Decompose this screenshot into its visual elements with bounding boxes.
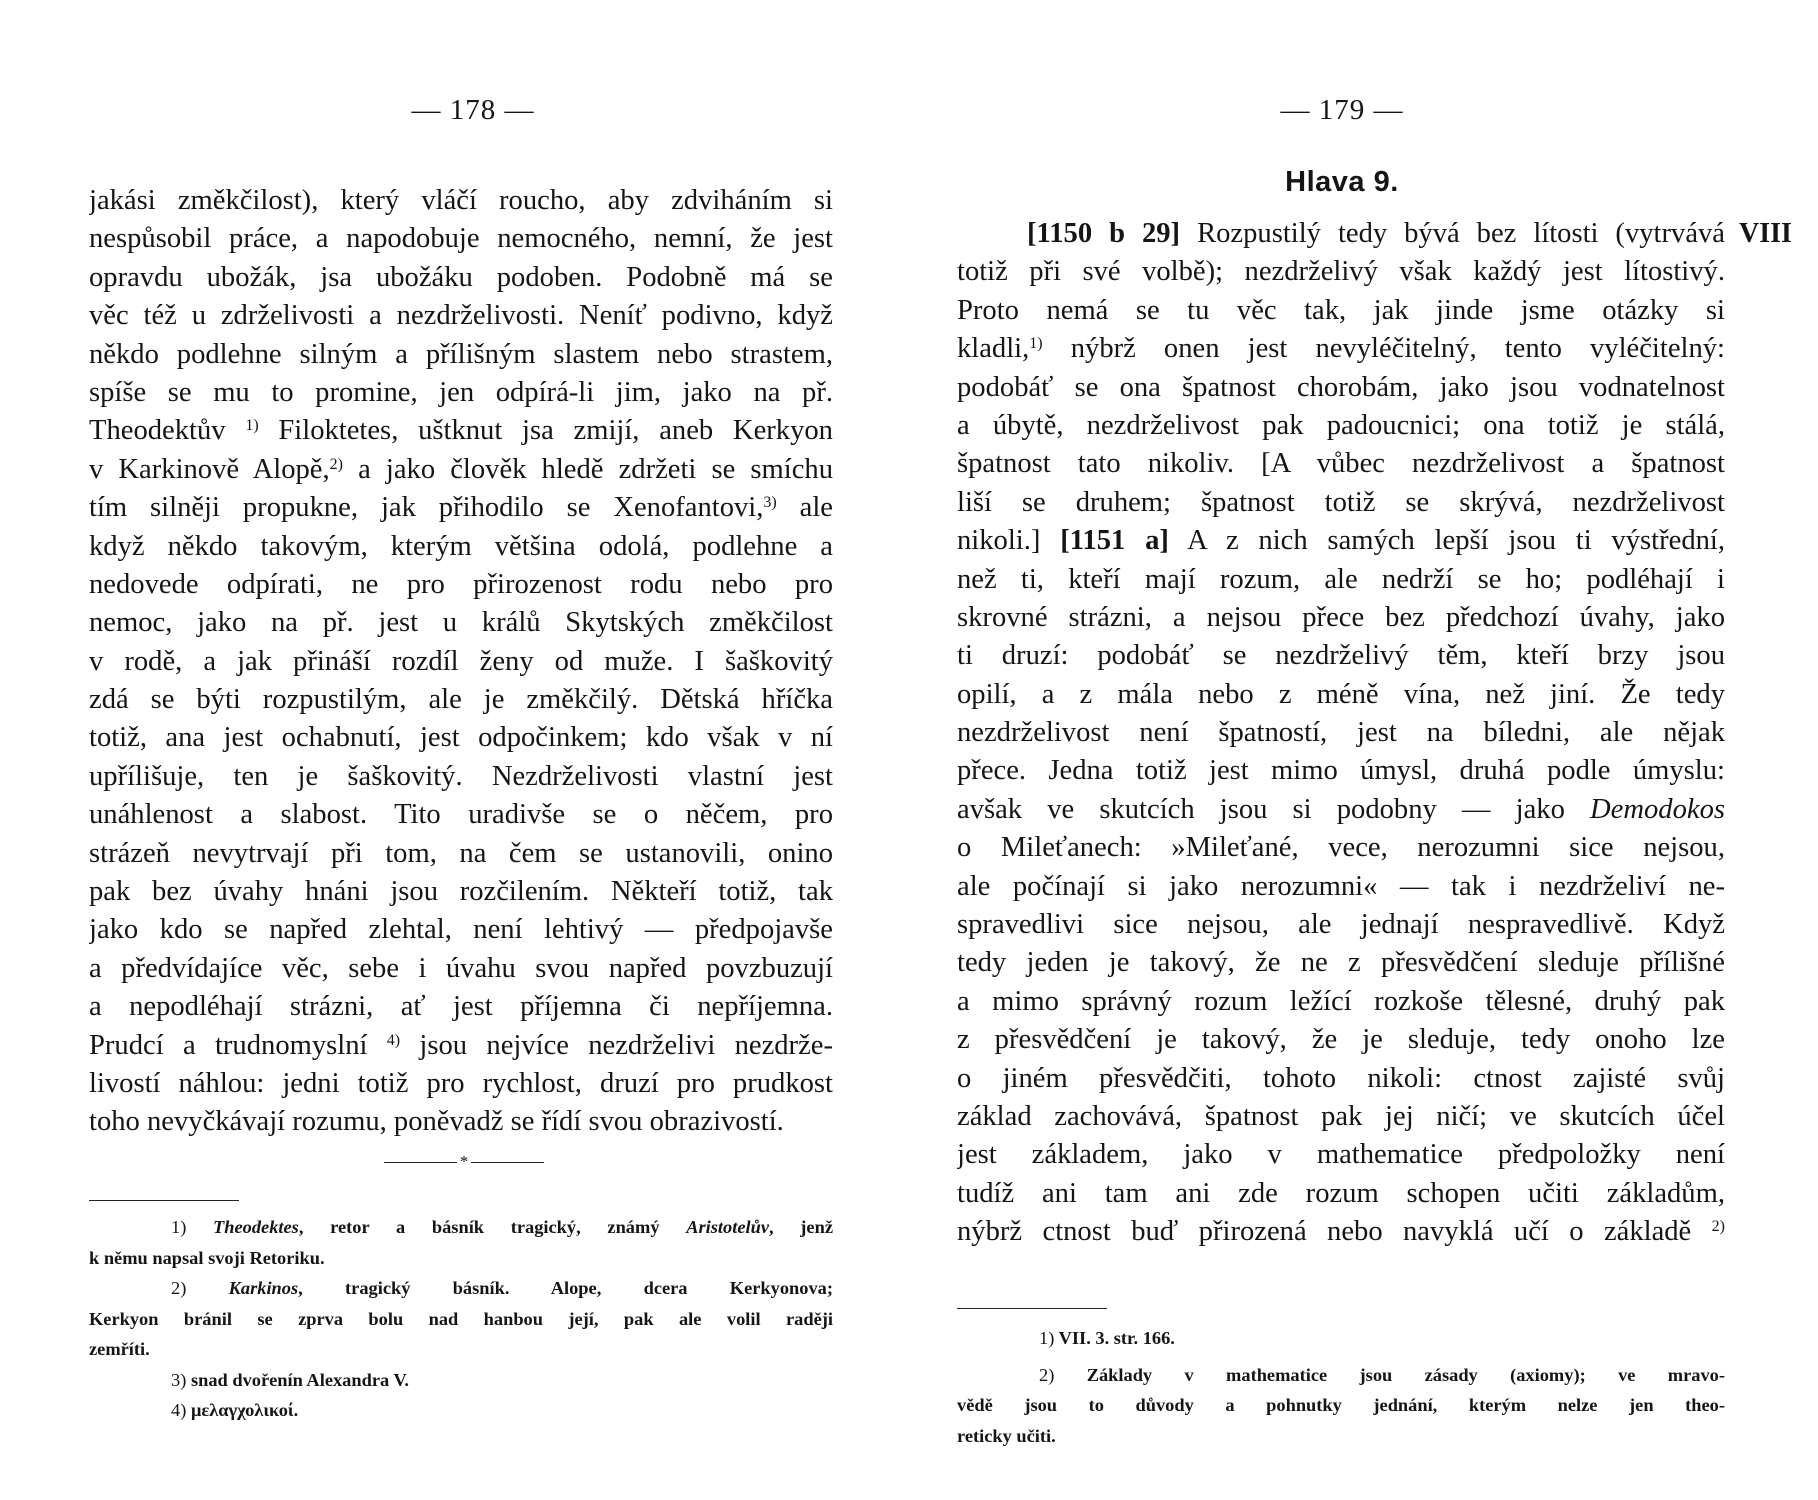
footnote [89,1212,833,1273]
footnote-rule [957,1308,1107,1309]
text-line: z přesvědčení je takový, že je sleduje, tedy onoho lze [957,1024,1725,1056]
text-segment: A z nich samých lepší jsou ti výstřední, [1187,525,1725,557]
footnote-text: Karkinos [228,1278,299,1298]
text-line: nedovede odpírati, ne pro přirozenost rodu nebo pro [89,568,833,600]
footnote-rule [89,1200,239,1201]
footnote-text: Aristotelův [686,1217,769,1237]
text-line [89,1027,833,1065]
text-line: opilí, a z mála nebo z méně vína, než jiní. Že tedy [957,678,1725,710]
footnote [957,1360,1725,1452]
footnote-text: snad dvořenín Alexandra V. [190,1369,409,1390]
text-line: a úbytě, nezdrželivost pak padoucnici; ona totiž je stálá, [957,409,1725,441]
text-line: podobáť se ona špatnost chorobám, jako jsou vodnatelnost [957,371,1725,403]
section-divider [384,1152,544,1172]
footnote-line [957,1360,1725,1391]
footnote-marker: 1) [171,1217,187,1237]
text-line: totiž při své volbě); nezdrželivý však každý jest lítostivý. [957,256,1725,288]
text-line: liší se druhem; špatnost totiž se skrývá, nezdrželivost [957,486,1725,518]
text-line [89,412,833,450]
text-line [957,1213,1725,1251]
text-segment: Rozpustilý tedy bývá bez lítosti (vytrvává [1197,218,1725,249]
text-line: jest základem, jako v mathematice předpoložky není [957,1139,1725,1171]
text-line: Proto nemá se tu věc tak, jak jinde jsme otázky si [957,294,1725,326]
text-segment: Filoktetes, uštknut jsa zmijí, aneb Kerkyon [278,415,833,447]
text-line: spíše se mu to promine, jen odpírá-li jim, jako na př. [89,376,833,408]
footnote-line [89,1365,833,1396]
text-line: livostí náhlou: jedni totiž pro rychlost, druzí pro prudkost [89,1067,833,1099]
footnote [89,1395,833,1426]
footnote [89,1365,833,1396]
text-line: někdo podlehne silným a přílišným slastem nebo strastem, [89,338,833,370]
footnote-line [89,1395,833,1426]
footnote [957,1323,1725,1354]
book-marker: VIII [1739,218,1792,249]
text-line [89,489,833,527]
text-segment: Theodektův [89,415,226,447]
footnote-ref: 2) [1711,1218,1725,1236]
text-line: tedy jeden je takový, že ne z přesvědčení sleduje přílišné [957,947,1725,979]
text-line [957,215,1725,253]
text-line: ti druzí: podobáť se nezdrželivý těm, kteří brzy jsou [957,640,1725,672]
bekker-reference: [1150 b 29] [1027,218,1181,249]
footnote [89,1273,833,1365]
footnote-text: VII. 3. str. 166. [1058,1328,1175,1348]
text-line: tudíž ani tam ani zde rozum schopen učiti základům, [957,1177,1725,1209]
text-segment: Prudcí a trudnomyslní [89,1029,368,1061]
footnote-line: k němu napsal svoji Retoriku. [89,1247,325,1268]
footnote-ref: 3) [763,494,777,512]
text-line: než ti, kteří mají rozum, ale nedrží se ho; podléhají i [957,563,1725,595]
text-segment: Demodokos [1590,793,1725,825]
footnote-marker: 2) [171,1278,187,1298]
bekker-reference: [1151 a] [1060,525,1169,557]
footnote-line: reticky učiti. [957,1425,1056,1446]
footnote-text: , jenž [769,1217,833,1237]
text-line [957,791,1725,829]
text-segment: nikoli.] [957,525,1041,557]
footnote-line: vědě jsou to důvody a pohnutky jednání, kterým nelze jen theo- [957,1395,1725,1415]
text-line: jako kdo se napřed zlehtal, není lehtivý — předpojavše [89,914,833,946]
body-text [957,215,1725,1252]
footnote-text: Theodektes [213,1217,299,1237]
footnote-text: , retor a básník tragický, známý [298,1217,687,1237]
text-line: opravdu ubožák, jsa ubožáku podoben. Podobně má se [89,261,833,293]
text-segment: kladli, [957,333,1030,365]
footnote-line: zemříti. [89,1339,150,1359]
footnote-ref: 4) [386,1031,401,1049]
footnote-text: Základy v mathematice jsou zásady (axiomy); ve mravo- [1086,1364,1725,1385]
text-line: unáhlenost a slabost. Tito uradivše se o něčem, pro [89,799,833,831]
footnote-marker: 1) [1039,1328,1055,1348]
footnote-line [89,1273,833,1304]
footnote-line [89,1212,833,1243]
page-number: — 179 — [1280,94,1404,126]
text-line: věc též u zdrželivosti a nezdrželivosti. Neníť podivno, když [89,300,833,332]
text-line: a nepodléhají strázni, ať jest příjemna či nepříjemna. [89,991,833,1023]
text-line: spravedlivi sice nejsou, ale jednají nespravedlivě. Když [957,909,1725,941]
text-segment: tím silněji propukne, jak přihodilo se Xenofantovi, [89,492,764,524]
footnotes [89,1212,833,1426]
footnote-marker: 4) [171,1400,187,1420]
text-segment: nýbrž onen jest nevyléčitelný, tento vyléčitelný: [1070,333,1725,365]
text-line: jakási změkčilost), který vláčí roucho, aby zdviháním si [89,185,833,216]
text-line: a předvídajíce věc, sebe i úvahu svou napřed povzbuzují [89,952,833,984]
footnote-line: Kerkyon bránil se zprva bolu nad hanbou její, pak ale volil raději [89,1308,833,1329]
footnote-marker: 2) [1039,1364,1055,1385]
divider-rule [384,1162,457,1163]
asterisk: * [459,1152,469,1171]
footnote-line [957,1323,1725,1354]
text-line: nespůsobil práce, a napodobuje nemocného, nemní, že jest [89,223,833,255]
footnote-marker: 3) [171,1369,187,1390]
text-line: přece. Jedna totiž jest mimo úmysl, druhá podle úmyslu: [957,755,1725,787]
text-segment: a jako člověk hledě zdržeti se smíchu [358,453,833,485]
right-page [909,0,1818,1500]
text-segment: nýbrž ctnost buď přirozená nebo navyklá učí o základě [957,1216,1692,1248]
text-line: nemoc, jako na př. jest u králů Skytských změkčilost [89,607,833,639]
text-line: a mimo správný rozum ležící rozkoše tělesné, druhý pak [957,985,1725,1017]
text-line: o jiném přesvědčiti, tohoto nikoli: ctnost zajisté svůj [957,1062,1725,1094]
footnotes [957,1323,1725,1451]
text-line: když někdo takovým, kterým většina odolá, podlehne a [89,530,833,562]
text-line [957,330,1725,368]
text-line: základ zachovává, špatnost pak jej ničí; ve skutcích účel [957,1100,1725,1132]
footnote-ref: 2) [329,455,343,473]
text-line: nezdrželivost není špatností, jest na bíledni, ale nějak [957,717,1725,749]
text-line: totiž, ana jest ochabnutí, jest odpočinkem; kdo však v ní [89,722,833,754]
text-line: strázeň nevytrvají při tom, na čem se ustanovili, onino [89,837,833,869]
page-number: — 178 — [411,94,535,126]
text-line [89,451,833,489]
footnote-text: , tragický básník. Alope, dcera Kerkyonova; [298,1278,833,1298]
text-line: v rodě, a jak přináší rozdíl ženy od muže. I šaškovitý [89,645,833,677]
chapter-heading: Hlava 9. [1285,166,1399,198]
body-text [89,182,833,1142]
text-line: zdá se býti rozpustilým, ale je změkčilý. Dětská hříčka [89,684,833,716]
text-line: pak bez úvahy hnáni jsou rozčilením. Někteří totiž, tak [89,876,833,908]
text-line: špatnost tato nikoliv. [A vůbec nezdrželivost a špatnost [957,448,1725,480]
text-line: upřílišuje, ten je šaškovitý. Nezdrželivosti vlastní jest [89,760,833,792]
text-line: skrovné strázni, a nejsou přece bez předchozí úvahy, jako [957,601,1725,633]
text-line: toho nevyčkávají rozumu, poněvadž se řídí svou obrazivostí. [89,1106,784,1138]
footnote-ref: 1) [1029,335,1043,353]
text-segment: ale [799,492,833,524]
footnote-ref: 1) [245,417,259,435]
divider-rule [471,1162,544,1163]
text-line: o Mileťanech: »Mileťané, vece, nerozumni sice nejsou, [957,832,1725,864]
text-segment: jsou nejvíce nezdrželivi nezdrže- [419,1029,833,1061]
footnote-text: μελαγχολικοί. [190,1400,299,1420]
text-line [957,522,1725,560]
text-line: ale počínají si jako nerozumni« — tak i nezdrželiví ne- [957,870,1725,902]
text-segment: v Karkinově Alopě, [89,453,330,485]
text-segment: avšak ve skutcích jsou si podobny — jako [957,793,1565,825]
